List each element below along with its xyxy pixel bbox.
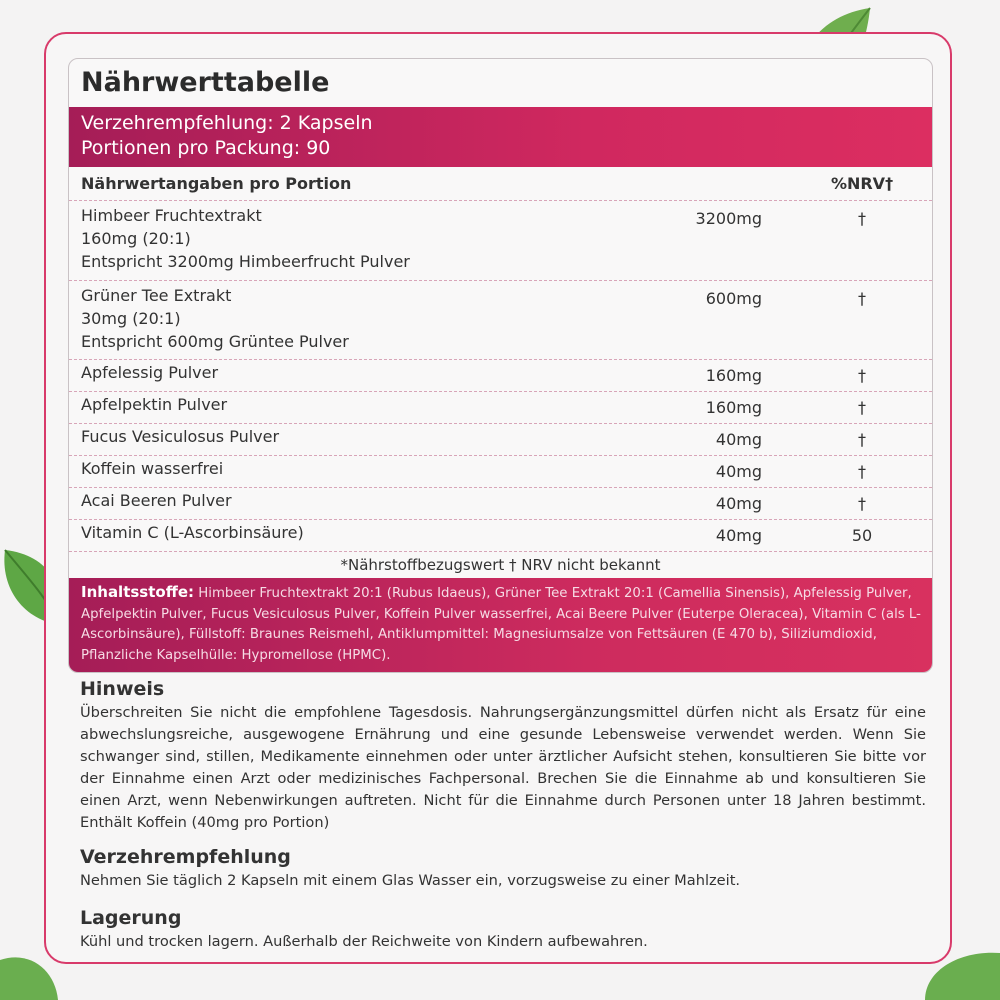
serving-recommendation: Verzehrempfehlung: 2 Kapseln — [81, 112, 373, 134]
row-name: Fucus Vesiculosus Pulver — [81, 427, 280, 446]
row-name-detail: 160mg (20:1) — [81, 229, 191, 248]
row-amount: 40mg — [715, 430, 762, 449]
header-nrv: %NRV† — [830, 174, 894, 193]
row-name: Grüner Tee Extrakt — [81, 286, 232, 305]
table-row — [69, 281, 932, 360]
verzehr-text: Nehmen Sie täglich 2 Kapseln mit einem Glas Wasser ein, vorzugsweise zu einer Mahlzeit. — [80, 872, 741, 889]
ingredients-block — [69, 578, 932, 672]
row-amount: 40mg — [715, 526, 762, 545]
row-amount: 40mg — [715, 462, 762, 481]
row-name: Apfelessig Pulver — [81, 363, 219, 382]
hinweis-section — [80, 676, 926, 834]
row-amount: 40mg — [715, 494, 762, 513]
servings-per-pack: Portionen pro Packung: 90 — [81, 137, 331, 159]
lagerung-text: Kühl und trocken lagern. Außerhalb der Reichweite von Kindern aufbewahren. — [80, 933, 648, 950]
row-nrv: † — [858, 398, 866, 417]
row-name: Acai Beeren Pulver — [81, 491, 232, 510]
row-amount: 160mg — [705, 398, 762, 417]
row-name: Apfelpektin Pulver — [81, 395, 228, 414]
ingredients-text: Himbeer Fruchtextrakt 20:1 (Rubus Idaeus), Grüner Tee Extrakt 20:1 (Camellia Sinensis), Apfelessig Pulver, Apfelpektin Pulver, Fucus Vesiculosus Pulver, Koffein Pulver wasserfrei, Acai Beere Pulver (Euterpe Oleracea), Vitamin C (als L-Ascorbinsäure), Füllstoff: Braunes Reismehl, Antiklumpmittel: Magnesiumsalze von Fettsäuren (E 470 b), Siliziumdioxid, Pflanzliche Kapselhülle: Hypromellose (HPMC). — [81, 586, 921, 663]
row-nrv: 50 — [851, 526, 873, 545]
table-row — [69, 360, 932, 392]
serving-banner — [69, 107, 932, 167]
table-row — [69, 520, 932, 552]
header-label: Nährwertangaben pro Portion — [81, 174, 352, 193]
ingredients-label: Inhaltsstoffe: — [81, 583, 195, 601]
row-name-detail: 30mg (20:1) — [81, 309, 181, 328]
table-row — [69, 201, 932, 281]
table-row — [69, 392, 932, 424]
nutrition-table — [68, 58, 933, 673]
verzehr-heading: Verzehrempfehlung — [80, 846, 291, 868]
row-amount: 3200mg — [695, 209, 762, 228]
row-nrv: † — [858, 366, 866, 385]
row-name-detail: Entspricht 3200mg Himbeerfrucht Pulver — [81, 252, 410, 271]
row-nrv: † — [858, 209, 866, 228]
table-row — [69, 456, 932, 488]
hinweis-heading: Hinweis — [80, 678, 165, 700]
table-row — [69, 488, 932, 520]
lagerung-section — [80, 905, 926, 953]
row-nrv: † — [858, 494, 866, 513]
row-nrv: † — [858, 289, 866, 308]
row-amount: 160mg — [705, 366, 762, 385]
row-name: Himbeer Fruchtextrakt — [81, 206, 262, 225]
row-name: Koffein wasserfrei — [81, 459, 224, 478]
table-footnote: *Nährstoffbezugswert † NRV nicht bekannt — [340, 556, 661, 574]
row-nrv: † — [858, 430, 866, 449]
hinweis-text: Überschreiten Sie nicht die empfohlene Tagesdosis. Nahrungsergänzungsmittel dürfen nicht als Ersatz für eine abwechslungsreiche, ausgewogene Ernährung und eine gesunde Lebensweise verwendet werden. Wenn Sie schwanger sind, stillen, Medikamente einnehmen oder unter ärztlicher Aufsicht stehen, konsultieren Sie bitte vor der Einnahme einen Arzt oder medizinisches Fachpersonal. Brechen Sie die Einnahme ab und konsultieren Sie einen Arzt, wenn Nebenwirkungen auftreten. Nicht für die Einnahme durch Personen unter 18 Jahren bestimmt. Enthält Koffein (40mg pro Portion) — [80, 704, 926, 831]
row-name-detail: Entspricht 600mg Grüntee Pulver — [81, 332, 349, 351]
lagerung-heading: Lagerung — [80, 907, 182, 929]
table-header — [69, 167, 932, 201]
table-row — [69, 424, 932, 456]
row-amount: 600mg — [705, 289, 762, 308]
row-nrv: † — [858, 462, 866, 481]
page-title: Nährwerttabelle — [81, 67, 330, 98]
row-name: Vitamin C (L-Ascorbinsäure) — [81, 523, 304, 542]
verzehr-section — [80, 844, 926, 892]
